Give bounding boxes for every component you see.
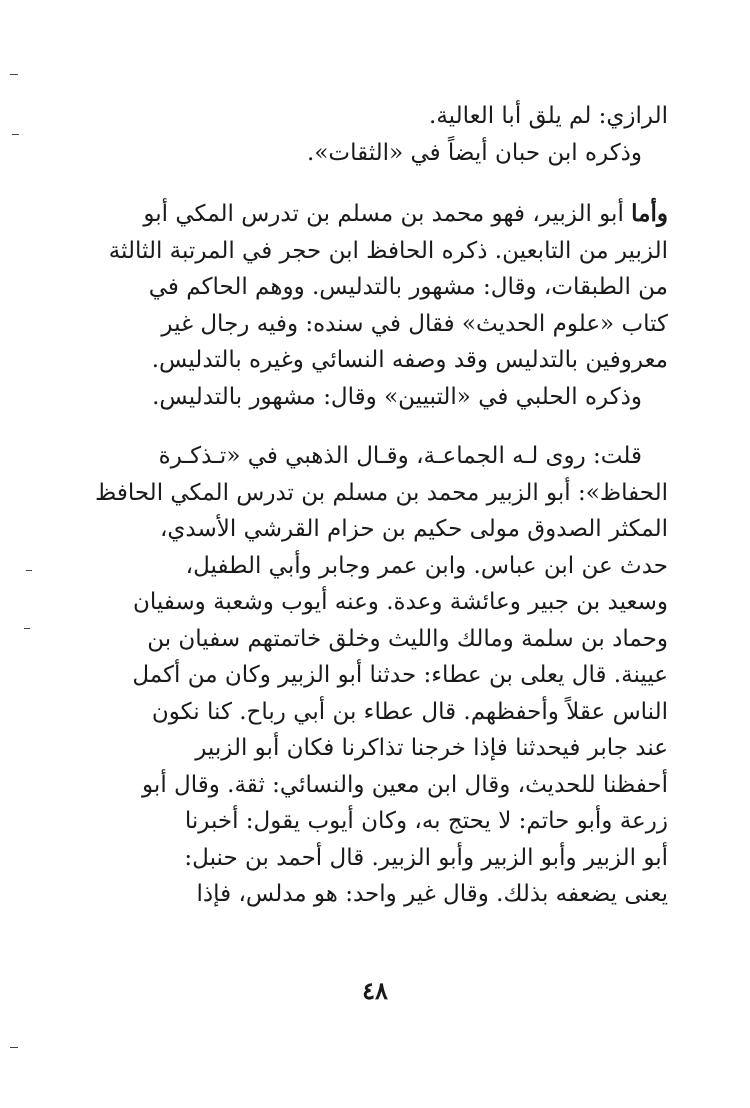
text-line: أبو الزبير وأبو الزبير وأبو الزبير. قال أحمد بن حنبل:: [184, 844, 668, 871]
margin-mark: [12, 134, 19, 135]
paragraph-razi: [90, 98, 668, 171]
text-line: وسعيد بن جبير وعائشة وعدة. وعنه أيوب وشعبة وسفيان: [132, 589, 668, 615]
text-line: المكثر الصدوق مولى حكيم بن حزام القرشي الأسدي،: [159, 516, 668, 542]
margin-mark: [24, 628, 30, 629]
text-line: وذكره ابن حبان أيضاً في «الثقات».: [307, 139, 642, 166]
paragraph-dhahabi: [90, 438, 668, 913]
text-segment: أبو الزبير، فهو محمد بن مسلم بن تدرس المكي أبو: [143, 201, 632, 227]
text-line: كتاب «علوم الحديث» فقال في سنده: وفيه رجال غير: [161, 310, 668, 337]
text-line: يعنى يضعفه بذلك. وقال غير واحد: هو مدلس، فإذا: [196, 881, 668, 907]
text-line: من الطبقات، وقال: مشهور بالتدليس. ووهم الحاكم في: [148, 274, 668, 300]
text-line: حدث عن ابن عباس. وابن عمر وجابر وأبي الطفيل،: [185, 552, 668, 579]
margin-mark: [26, 570, 32, 571]
text-line: الحفاظ»: أبو الزبير محمد بن مسلم بن تدرس المكي الحافظ: [95, 479, 668, 506]
text-line: [90, 196, 668, 233]
text-line: أحفظنا للحديث، وقال ابن معين والنسائي: ثقة. وقال أبو: [142, 771, 668, 798]
text-line: معروفين بالتدليس وقد وصفه النسائي وغيره بالتدليس.: [151, 347, 668, 373]
text-line: وذكره الحلبي في «التبيين» وقال: مشهور بالتدليس.: [152, 383, 642, 410]
text-line: عند جابر فيحدثنا فإذا خرجنا تذاكرنا فكان أبو الزبير: [195, 735, 668, 761]
text-line: الزبير من التابعين. ذكره الحافظ ابن حجر في المرتبة الثالثة: [108, 237, 668, 264]
text-line: عيينة. قال يعلى بن عطاء: حدثنا أبو الزبير وكان من أكمل: [132, 662, 668, 688]
text-line: الرازي: لم يلق أبا العالية.: [429, 103, 668, 129]
text-line: الناس عقلاً وأحفظهم. قال عطاء بن أبي رباح. كنا نكون: [151, 698, 668, 725]
text-line: زرعة وأبو حاتم: لا يحتج به، وكان أيوب يقول: أخبرنا: [184, 808, 668, 834]
lead-word: وأما: [631, 200, 668, 227]
margin-mark: [10, 1047, 18, 1048]
page-number: ٤٨: [362, 976, 388, 1005]
paragraph-abu-zubair: [90, 196, 668, 415]
text-line: وحماد بن سلمة ومالك والليث وخلق خاتمتهم سفيان بن: [147, 625, 668, 652]
text-line: قلت: روى لـه الجماعـة، وقـال الذهبي في «تـذكـرة: [158, 443, 642, 469]
margin-mark: [10, 74, 18, 75]
